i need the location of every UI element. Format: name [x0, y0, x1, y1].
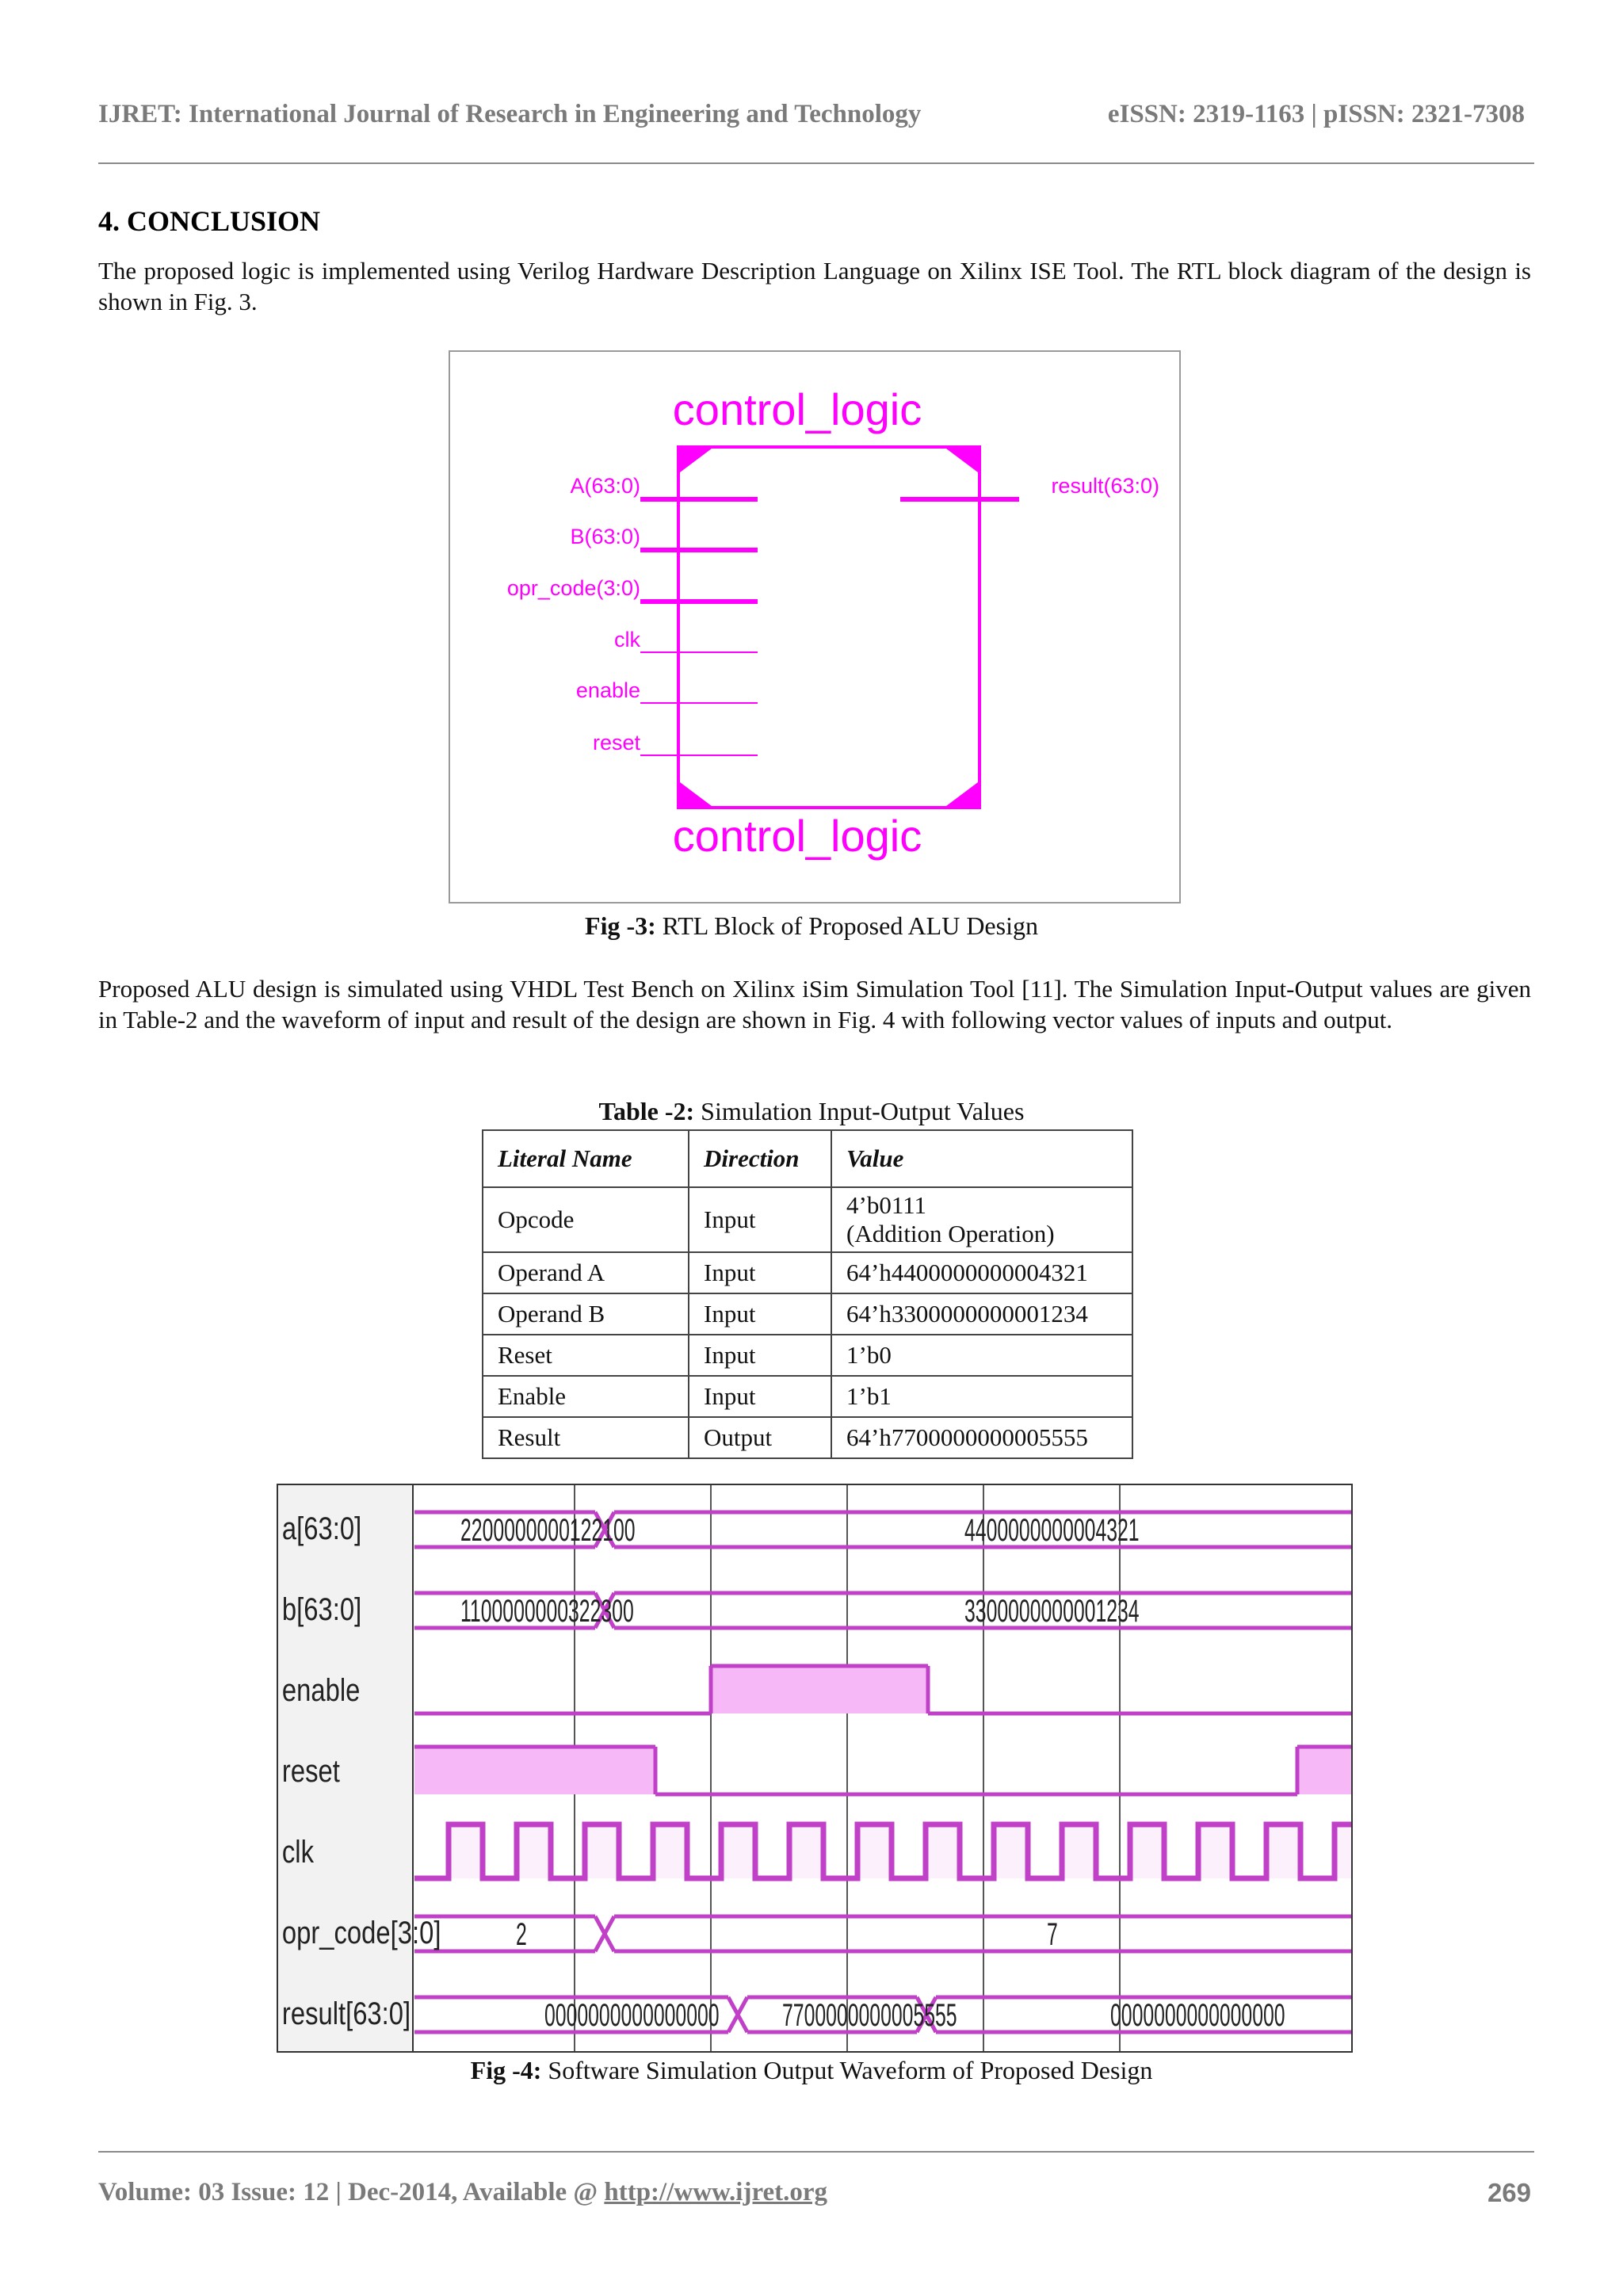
signal-name: b[63:0]	[281, 1591, 362, 1627]
block-corner-br	[946, 782, 978, 806]
bus-value-a-2: 4400000000004321	[964, 1513, 1140, 1549]
block-corner-tl	[680, 449, 712, 472]
clock-high-fill	[857, 1824, 892, 1878]
port-label-a: A(63:0)	[570, 474, 640, 498]
fig3-caption-text: RTL Block of Proposed ALU Design	[655, 911, 1038, 940]
port-label-enable: enable	[575, 678, 640, 702]
table2-caption	[0, 1097, 1623, 1126]
table-cell: 1’b1	[831, 1376, 1132, 1417]
table-cell: Result	[483, 1417, 689, 1458]
rtl-block-diagram	[449, 350, 1181, 904]
bus-value-result-3: 0000000000000000	[1110, 1998, 1285, 2034]
table-cell	[831, 1187, 1132, 1252]
table-cell: Input	[689, 1293, 831, 1335]
table-cell: Operand B	[483, 1293, 689, 1335]
table-row	[483, 1252, 1132, 1293]
clock-high-fill	[994, 1824, 1028, 1878]
io-values-table	[482, 1129, 1133, 1459]
simulation-waveform	[277, 1484, 1353, 2053]
signal-name: result[63:0]	[281, 1995, 411, 2031]
table-row	[483, 1187, 1132, 1252]
footer-volume: Volume: 03 Issue: 12 | Dec-2014, Available @	[98, 2178, 605, 2206]
table-header-cell: Value	[831, 1130, 1132, 1187]
clock-high-fill	[1266, 1824, 1300, 1878]
block-corner-bl	[680, 782, 712, 806]
clock-high-fill	[449, 1824, 483, 1878]
paragraph-2: Proposed ALU design is simulated using VHDL Test Bench on Xilinx iSim Simulation Tool [11]. The Simulation Input-Output values are given in Table-2 and the waveform of input and result of the design are shown in Fig. 4 with following vector values of inputs and output.	[98, 975, 1531, 1033]
clock-high-fill	[517, 1824, 551, 1878]
clock-high-fill	[585, 1824, 619, 1878]
bus-value-result-2: 7700000000005555	[782, 1998, 957, 2034]
waveform-svg	[278, 1485, 1351, 2051]
page-number: 269	[1487, 2178, 1531, 2207]
block-title-bottom: control_logic	[672, 811, 922, 861]
table-header-row	[483, 1130, 1132, 1187]
table-cell: 64’h4400000000004321	[831, 1252, 1132, 1293]
table-cell: Input	[689, 1376, 831, 1417]
table-cell: Input	[689, 1252, 831, 1293]
header-rule	[98, 162, 1534, 164]
fig4-caption-label: Fig -4:	[470, 2056, 542, 2084]
journal-title: IJRET: International Journal of Research in Engineering and Technology	[98, 100, 922, 128]
signal-name: clk	[281, 1833, 314, 1870]
table-row	[483, 1335, 1132, 1376]
table-cell-value: 4’b0111	[846, 1191, 927, 1219]
clock-high-fill	[721, 1824, 755, 1878]
bus-value-b-2: 3300000000001234	[964, 1594, 1140, 1629]
bus-value-opr-1: 2	[516, 1917, 527, 1953]
block-corner-tr	[946, 449, 978, 472]
table-cell: Opcode	[483, 1187, 689, 1252]
table-header-cell: Literal Name	[483, 1130, 689, 1187]
issn: eISSN: 2319-1163 | pISSN: 2321-7308	[1107, 100, 1525, 128]
fig4-caption-text: Software Simulation Output Waveform of Proposed Design	[541, 2056, 1153, 2084]
table-cell: 64’h7700000000005555	[831, 1417, 1132, 1458]
level-high-fill	[711, 1666, 928, 1713]
paragraph-1: The proposed logic is implemented using Verilog Hardware Description Language on Xilinx ISE Tool. The RTL block diagram of the design is shown in Fig. 3.	[98, 257, 1531, 315]
clock-high-fill	[926, 1824, 960, 1878]
clock-high-fill	[789, 1824, 823, 1878]
table-cell: Input	[689, 1187, 831, 1252]
port-label-clk: clk	[614, 628, 640, 651]
block-inputs	[507, 474, 758, 755]
fig4-caption	[0, 2056, 1623, 2085]
table-cell: Operand A	[483, 1252, 689, 1293]
level-high-fill	[414, 1747, 655, 1794]
signal-name: a[63:0]	[281, 1510, 362, 1546]
clock-high-fill	[1062, 1824, 1096, 1878]
table2-caption-text: Simulation Input-Output Values	[694, 1097, 1025, 1125]
table-cell: Input	[689, 1335, 831, 1376]
page-footer	[98, 2178, 1531, 2208]
clock-high-fill	[653, 1824, 687, 1878]
footer-info	[98, 2178, 827, 2208]
table-cell: Reset	[483, 1335, 689, 1376]
bus-value-b-1: 1100000000322300	[460, 1594, 634, 1629]
fig3-caption-label: Fig -3:	[585, 911, 656, 940]
port-label-reset: reset	[592, 731, 640, 755]
level-high-fill	[1297, 1747, 1351, 1794]
port-label-result: result(63:0)	[1051, 474, 1159, 498]
table-row	[483, 1293, 1132, 1335]
bus-value-a-1: 2200000000122100	[460, 1513, 636, 1549]
signal-name: reset	[281, 1752, 340, 1789]
rtl-block-svg	[450, 352, 1179, 902]
table-cell: Output	[689, 1417, 831, 1458]
table-cell: 1’b0	[831, 1335, 1132, 1376]
table-cell: Enable	[483, 1376, 689, 1417]
waveform-traces	[414, 1512, 1351, 2032]
bus-value-opr-2: 7	[1047, 1917, 1058, 1953]
signal-name: opr_code[3:0]	[281, 1914, 441, 1950]
bus-value-result-1: 0000000000000000	[544, 1998, 720, 2034]
table-header-cell: Direction	[689, 1130, 831, 1187]
footer-rule	[98, 2151, 1534, 2153]
table-row	[483, 1417, 1132, 1458]
table-cell: 64’h3300000000001234	[831, 1293, 1132, 1335]
table-row	[483, 1376, 1132, 1417]
table-cell-value-note: (Addition Operation)	[846, 1220, 1055, 1247]
page-header	[98, 100, 1525, 129]
port-label-b: B(63:0)	[570, 525, 640, 548]
clock-high-fill	[1198, 1824, 1232, 1878]
signal-name: enable	[281, 1671, 361, 1708]
fig3-caption	[0, 911, 1623, 941]
table2-caption-label: Table -2:	[598, 1097, 695, 1125]
clock-high-fill	[1130, 1824, 1164, 1878]
block-title-top: control_logic	[672, 384, 922, 434]
journal-link[interactable]: http://www.ijret.org	[604, 2178, 828, 2206]
port-label-opr-code: opr_code(3:0)	[506, 576, 640, 600]
section-heading: 4. CONCLUSION	[98, 205, 321, 237]
